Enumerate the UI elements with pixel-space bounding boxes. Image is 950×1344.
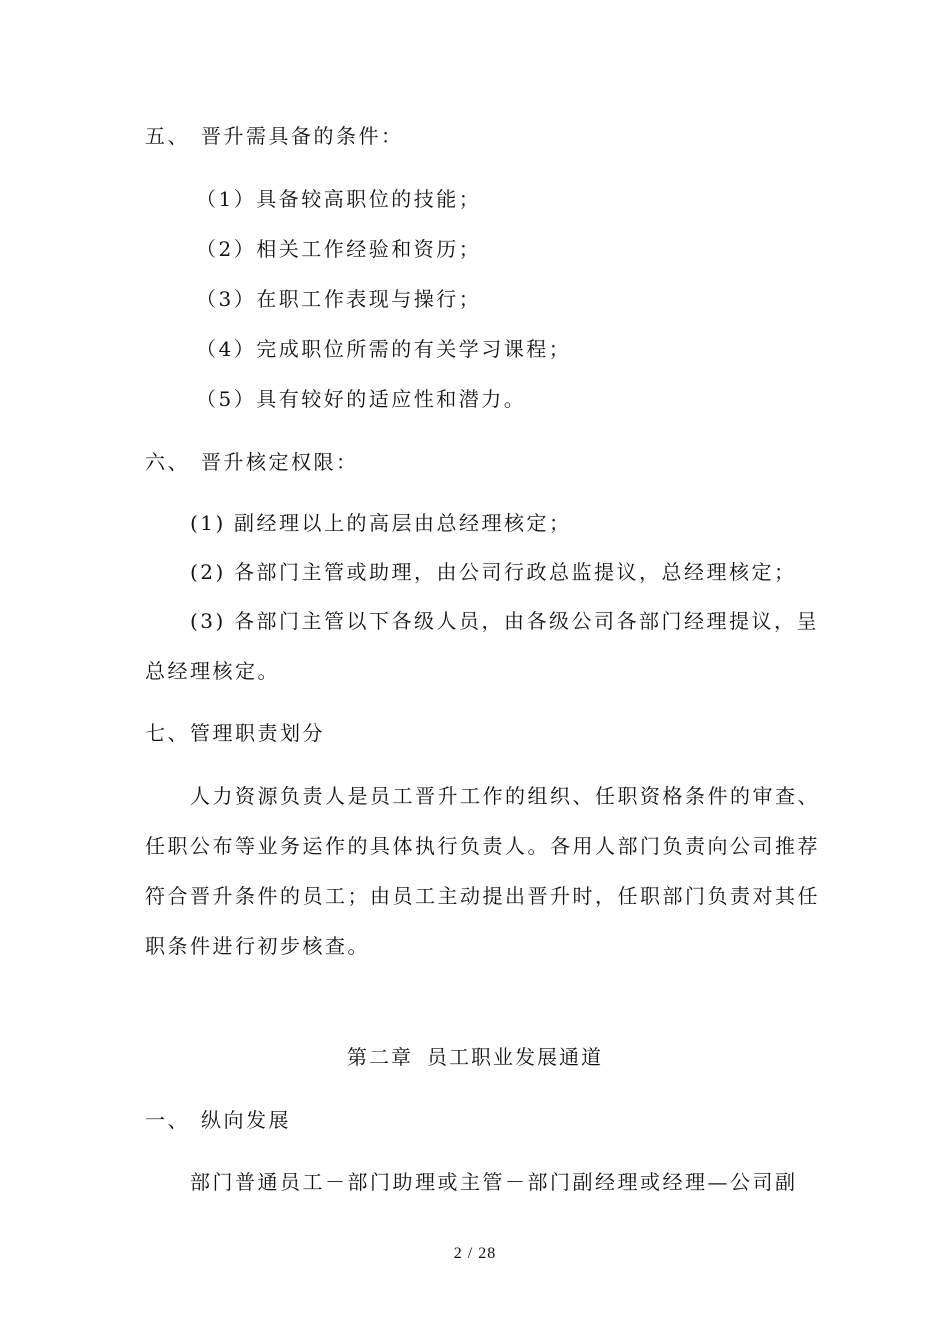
section-title: 晋升需具备的条件： xyxy=(201,124,404,148)
chapter-title: 员工职业发展通道 xyxy=(427,1045,603,1069)
item-text: 副经理以上的高层由总经理核定； xyxy=(234,511,572,535)
section-heading-7: 七、管理职责划分 xyxy=(145,721,325,745)
list-item: （1）具备较高职位的技能； xyxy=(196,187,482,211)
paragraph-line: 部门普通员工－部门助理或主管－部门副经理或经理—公司副 xyxy=(190,1170,798,1194)
section-number: 六、 xyxy=(145,450,190,474)
chapter-label: 第二章 xyxy=(347,1045,413,1069)
section-title: 纵向发展 xyxy=(201,1108,291,1132)
item-number: (1) xyxy=(190,511,226,535)
paragraph-line: 职条件进行初步核查。 xyxy=(145,934,370,958)
item-number: (2) xyxy=(190,560,226,584)
page-number: 2 / 28 xyxy=(453,1245,497,1262)
item-number: (3) xyxy=(190,609,226,633)
list-item: （2）相关工作经验和资历； xyxy=(196,237,482,261)
chapter-heading xyxy=(0,1043,950,1071)
paragraph-line: 任职公布等业务运作的具体执行负责人。各用人部门负责向公司推荐 xyxy=(145,834,820,858)
paragraph-line: 符合晋升条件的员工；由员工主动提出晋升时，任职部门负责对其任 xyxy=(145,884,820,908)
section-heading-5 xyxy=(145,122,404,150)
list-item: （5）具有较好的适应性和潜力。 xyxy=(196,387,527,411)
list-item: （3）在职工作表现与操行； xyxy=(196,287,482,311)
list-item-continuation: 总经理核定。 xyxy=(145,659,280,683)
paragraph-line: 人力资源负责人是员工晋升工作的组织、任职资格条件的审查、 xyxy=(190,784,820,808)
list-item xyxy=(190,558,797,586)
item-text: 各部门主管以下各级人员，由各级公司各部门经理提议，呈 xyxy=(234,609,819,633)
section-heading-1 xyxy=(145,1106,291,1134)
list-item xyxy=(190,607,819,635)
section-title: 晋升核定权限： xyxy=(201,450,359,474)
list-item xyxy=(190,509,572,537)
section-number: 一、 xyxy=(145,1108,190,1132)
list-item: （4）完成职位所需的有关学习课程； xyxy=(196,337,572,361)
item-text: 各部门主管或助理，由公司行政总监提议，总经理核定； xyxy=(234,560,797,584)
section-heading-6 xyxy=(145,448,359,476)
section-number: 五、 xyxy=(145,124,190,148)
